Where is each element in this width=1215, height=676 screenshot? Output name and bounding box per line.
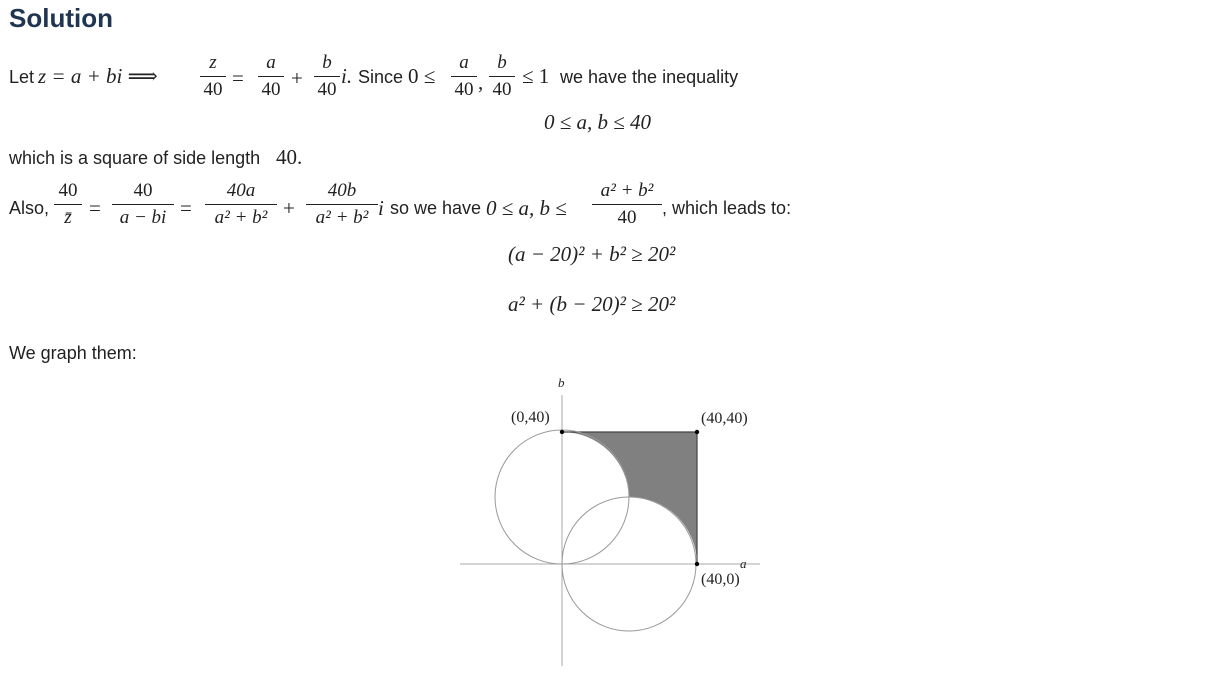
equals-sign-2: = xyxy=(89,196,101,220)
inequality-square: 0 ≤ a, b ≤ 40 xyxy=(544,110,652,134)
point-40-40 xyxy=(695,430,699,434)
axis-label-a: a xyxy=(740,556,747,571)
square-text: which is a square of side length xyxy=(9,148,261,168)
solution-heading: Solution xyxy=(9,3,113,33)
label-0-40: (0,40) xyxy=(511,409,550,426)
fraction-z-over-40: z 40 xyxy=(200,52,226,101)
comma: , xyxy=(478,70,484,94)
also-text: Also, xyxy=(9,198,50,218)
since-text: Since xyxy=(358,67,404,87)
plus-sign: + xyxy=(291,66,303,90)
fraction-40b: 40b a² + b² xyxy=(306,180,378,229)
label-40-40: (40,40) xyxy=(701,410,748,427)
circle-inequality-2: a² + (b − 20)² ≥ 20² xyxy=(508,292,676,316)
i-dot: i. xyxy=(341,64,353,88)
point-0-40 xyxy=(560,430,564,434)
side-length-value: 40. xyxy=(276,145,303,169)
point-40-0 xyxy=(695,562,699,566)
z-definition: z = a + bi ⟹ xyxy=(38,64,158,88)
graph-intro: We graph them: xyxy=(9,343,137,363)
fraction-a2b2-over-40: a² + b² 40 xyxy=(592,180,662,229)
i-symbol: i xyxy=(378,196,384,220)
axis-label-b: b xyxy=(558,375,565,390)
inequality-text: we have the inequality xyxy=(560,67,739,87)
so-we-have-text: so we have xyxy=(390,198,482,218)
fraction-a-over-40: a 40 xyxy=(258,52,284,101)
fraction-40a: 40a a² + b² xyxy=(205,180,277,229)
region-graph xyxy=(440,370,800,670)
fraction-40-over-zbar: 40 z̄ xyxy=(54,180,82,229)
fraction-a-over-40-b: a 40 xyxy=(451,52,477,101)
fraction-b-over-40-b: b 40 xyxy=(489,52,515,101)
zero-le: 0 ≤ xyxy=(408,64,436,88)
plus-sign-2: + xyxy=(283,196,295,220)
equals-sign-3: = xyxy=(180,196,192,220)
label-40-0: (40,0) xyxy=(701,571,740,588)
fraction-40-over-a-minus-bi: 40 a − bi xyxy=(112,180,174,229)
let-text: Let xyxy=(9,67,35,87)
equals-sign: = xyxy=(232,66,244,90)
shaded-region xyxy=(562,432,697,564)
leads-to-text: , which leads to: xyxy=(662,198,792,218)
le-one: ≤ 1 xyxy=(522,64,550,88)
fraction-b-over-40: b 40 xyxy=(314,52,340,101)
circle-inequality-1: (a − 20)² + b² ≥ 20² xyxy=(508,242,676,266)
ineq-ab: 0 ≤ a, b ≤ xyxy=(486,196,567,220)
